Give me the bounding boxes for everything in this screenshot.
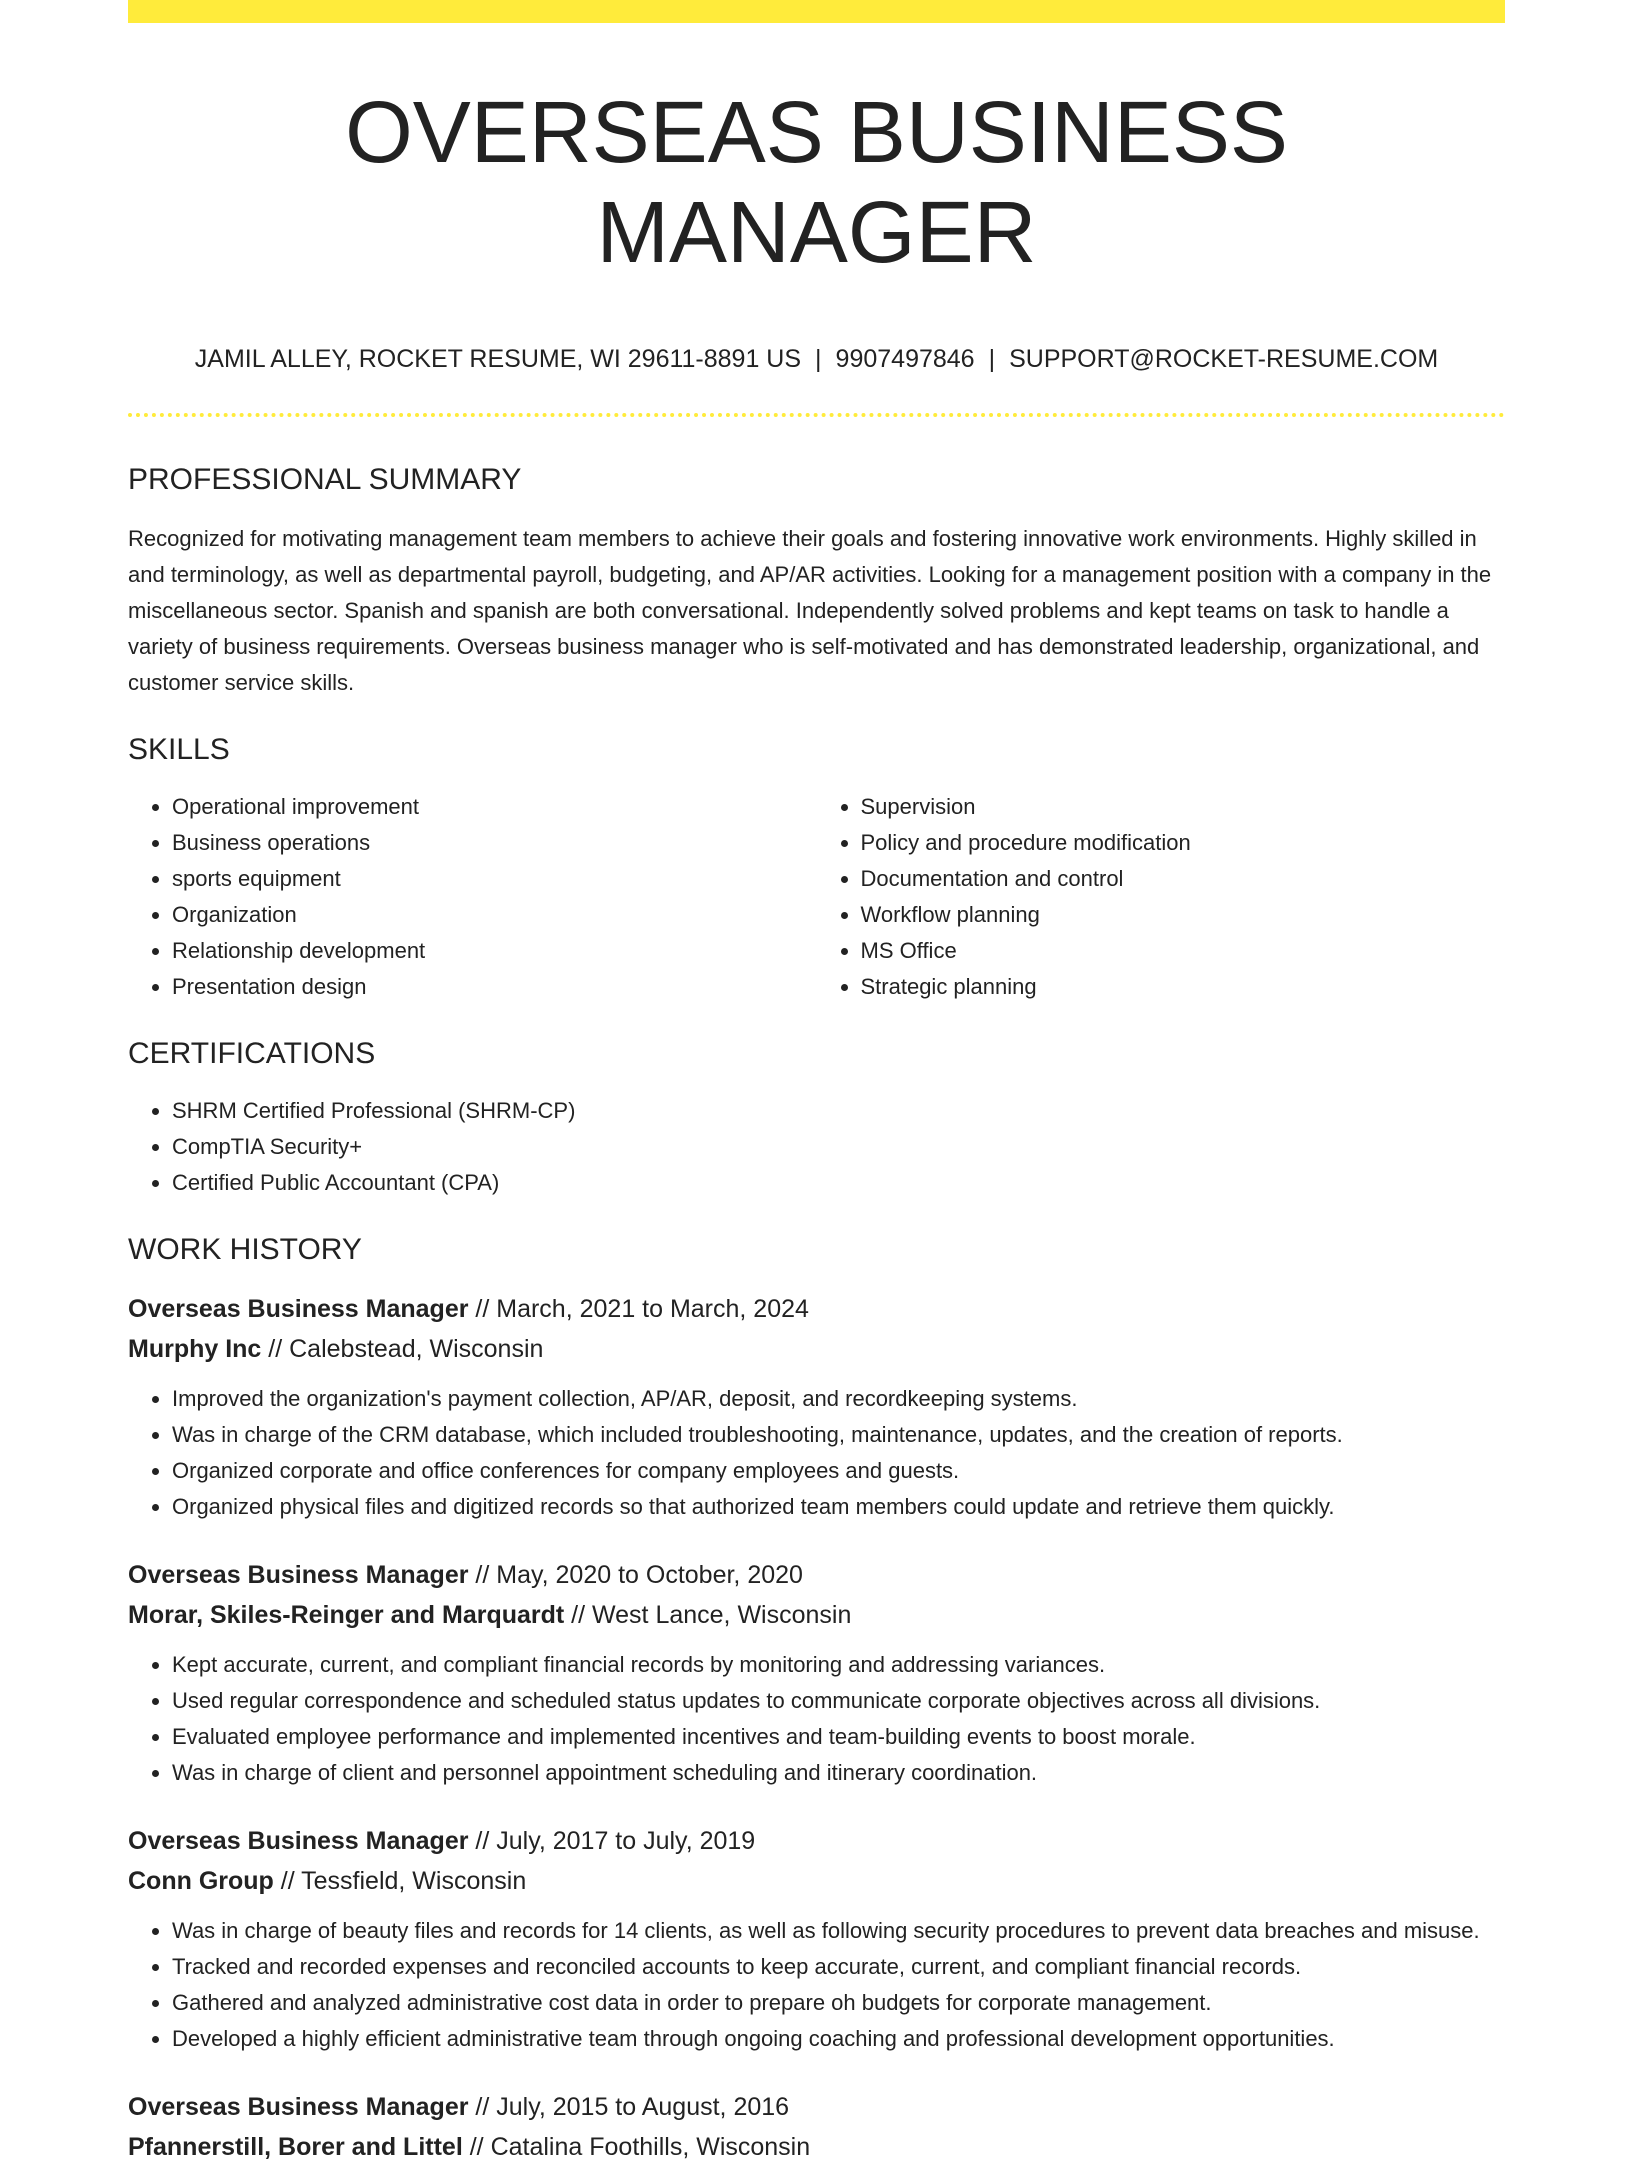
job-bullet: • Organized corporate and office conferences for company employees and guests. [172, 1453, 1505, 1489]
skill-item: • MS Office [861, 933, 1506, 969]
job-bullet: • Was in charge of client and personnel appointment scheduling and itinerary coordination. [172, 1755, 1505, 1791]
job-title-line [128, 1821, 1505, 1861]
contact-separator: | [988, 345, 996, 373]
job-bullets [128, 1647, 1505, 1791]
job-entry [128, 1555, 1505, 1791]
job-bullets [128, 1381, 1505, 1525]
job-bullet: • Was in charge of the CRM database, which included troubleshooting, maintenance, updates, and the creation of reports. [172, 1417, 1505, 1453]
job-bullet: • Tracked and recorded expenses and reconciled accounts to keep accurate, current, and compliant financial records. [172, 1949, 1505, 1985]
contact-address: JAMIL ALLEY, ROCKET RESUME, WI 29611-8891 US [194, 345, 802, 373]
job-title: Overseas Business Manager [128, 2093, 469, 2121]
skill-item: • Policy and procedure modification [861, 825, 1506, 861]
job-company: Conn Group [128, 1867, 274, 1895]
skill-item: • Organization [172, 897, 817, 933]
job-location: // West Lance, Wisconsin [564, 1601, 852, 1629]
resume-page [128, 0, 1505, 2167]
job-dates: // March, 2021 to March, 2024 [468, 1295, 809, 1323]
job-bullet: • Improved the organization's payment collection, AP/AR, deposit, and recordkeeping systems. [172, 1381, 1505, 1417]
job-company-line [128, 1595, 1505, 1635]
certification-item: • CompTIA Security+ [172, 1129, 1505, 1165]
skill-item: • Documentation and control [861, 861, 1506, 897]
certifications-heading: CERTIFICATIONS [128, 1037, 376, 1070]
skill-item: • Relationship development [172, 933, 817, 969]
job-location: // Calebstead, Wisconsin [261, 1335, 544, 1363]
job-company-line [128, 2127, 1505, 2167]
job-entry [128, 1289, 1505, 1525]
job-title: Overseas Business Manager [128, 1561, 469, 1589]
certifications-section [128, 1035, 1505, 1201]
job-bullet: • Gathered and analyzed administrative cost data in order to prepare oh budgets for corporate management. [172, 1985, 1505, 2021]
skill-item: • Presentation design [172, 969, 817, 1005]
contact-separator: | [815, 345, 822, 373]
job-bullet: • Evaluated employee performance and implemented incentives and team-building events to boost morale. [172, 1719, 1505, 1755]
certification-item: • SHRM Certified Professional (SHRM-CP) [172, 1093, 1505, 1129]
skills-section [128, 731, 1505, 1005]
job-entry [128, 1821, 1505, 2057]
job-title-line [128, 2087, 1505, 2127]
skills-columns [128, 789, 1505, 1005]
job-bullets [128, 1913, 1505, 2057]
skill-item: • Strategic planning [861, 969, 1506, 1005]
job-dates: // July, 2017 to July, 2019 [468, 1827, 756, 1855]
job-company: Morar, Skiles-Reinger and Marquardt [128, 1601, 565, 1629]
job-location: // Catalina Foothills, Wisconsin [462, 2133, 811, 2161]
job-company-line [128, 1329, 1505, 1369]
job-bullet: • Organized physical files and digitized records so that authorized team members could update and retrieve them quickly. [172, 1489, 1505, 1525]
job-dates: // July, 2015 to August, 2016 [468, 2093, 790, 2121]
job-dates: // May, 2020 to October, 2020 [468, 1561, 803, 1589]
work-history-section [128, 1231, 1505, 2167]
accent-bar [128, 0, 1505, 23]
summary-section [128, 461, 1505, 701]
job-bullet: • Kept accurate, current, and compliant financial records by monitoring and addressing variances. [172, 1647, 1505, 1683]
contact-email: SUPPORT@ROCKET-RESUME.COM [1009, 345, 1439, 373]
skills-heading: SKILLS [128, 733, 230, 766]
job-title-line [128, 1555, 1505, 1595]
job-company-line [128, 1861, 1505, 1901]
skills-list-left [128, 789, 817, 1005]
job-bullet: • Developed a highly efficient administrative team through ongoing coaching and professional development opportunities. [172, 2021, 1505, 2057]
job-title-line [128, 1289, 1505, 1329]
contact-line [128, 343, 1505, 375]
candidate-name: OVERSEAS BUSINESS MANAGER [345, 84, 1288, 281]
skill-item: • Supervision [861, 789, 1506, 825]
header-divider [128, 413, 1505, 417]
skill-item: • sports equipment [172, 861, 817, 897]
certification-item: • Certified Public Accountant (CPA) [172, 1165, 1505, 1201]
skills-list-right [817, 789, 1506, 1005]
job-bullet: • Was in charge of beauty files and records for 14 clients, as well as following security procedures to prevent data breaches and misuse. [172, 1913, 1505, 1949]
skill-item: • Workflow planning [861, 897, 1506, 933]
job-bullet: • Used regular correspondence and scheduled status updates to communicate corporate objectives across all divisions. [172, 1683, 1505, 1719]
job-title: Overseas Business Manager [128, 1295, 469, 1323]
certifications-list [128, 1093, 1505, 1201]
work-history-heading: WORK HISTORY [128, 1233, 362, 1266]
job-company: Murphy Inc [128, 1335, 262, 1363]
contact-phone: 9907497846 [835, 345, 975, 373]
skill-item: • Operational improvement [172, 789, 817, 825]
job-title: Overseas Business Manager [128, 1827, 469, 1855]
skill-item: • Business operations [172, 825, 817, 861]
summary-heading: PROFESSIONAL SUMMARY [128, 463, 522, 496]
job-company: Pfannerstill, Borer and Littel [128, 2133, 463, 2161]
summary-text: Recognized for motivating management team members to achieve their goals and fostering innovative work environments. Highly skilled in and terminology, as well as departmental payroll, budgeting, and AP/AR activities. Looking for a management position with a company in the miscellaneous sector. Spanish and spanish are both conversational. Independently solved problems and kept teams on task to handle a variety of business requirements. Overseas business manager who is self-motivated and has demonstrated leadership, organizational, and customer service skills. [128, 526, 1492, 695]
job-location: // Tessfield, Wisconsin [273, 1867, 527, 1895]
job-entry [128, 2087, 1505, 2167]
